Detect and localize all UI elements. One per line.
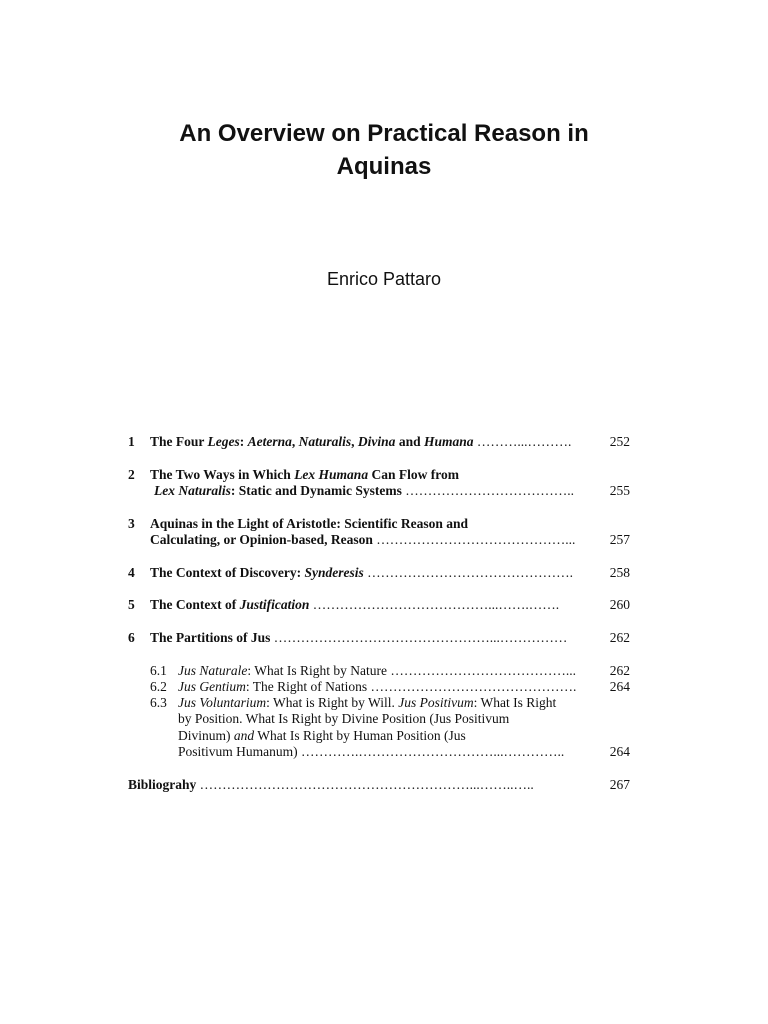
toc-leader: ………………………………………. [367, 679, 577, 694]
toc-title-cont: Calculating, or Opinion-based, Reason ……………………………………... [150, 532, 576, 547]
toc-title: Jus Naturale: What Is Right by Nature …………………………………... [178, 663, 576, 678]
toc-leader: …………………………………... [386, 663, 576, 678]
toc-number: 1 [128, 434, 135, 449]
toc-title-cont: Positivum Humanum) ………….…………………………...………….. [178, 744, 565, 759]
toc-title: The Two Ways in Which Lex Humana Can Flow from [150, 467, 459, 482]
toc-leader: …………………………………...…….……. [309, 597, 560, 612]
toc-title-cont: Divinum) and What Is Right by Human Position (Jus [178, 728, 466, 743]
toc-title: The Context of Justification …………………………………...…….……. [150, 597, 560, 612]
toc-number: 6.2 [150, 679, 167, 694]
author-name: Enrico Pattaro [326, 269, 442, 289]
toc-number: 6 [128, 630, 135, 645]
title-line-1: An Overview on Practical Reason in [179, 120, 589, 147]
toc-title: Aquinas in the Light of Aristotle: Scientific Reason and [150, 516, 469, 531]
toc-number: 6.3 [150, 695, 167, 710]
toc-leader: ………...………. [473, 434, 572, 449]
toc-page-number: 264 [609, 679, 630, 694]
title-line-2: Aquinas [336, 153, 432, 180]
toc-title: Jus Voluntarium: What is Right by Will. Jus Positivum: What Is Right [178, 695, 557, 710]
toc-title: Bibliograhy ……………………………………………………...……..….. [128, 777, 534, 792]
toc-leader: ………………………………………. [363, 565, 573, 580]
toc-number: 3 [128, 516, 135, 531]
toc-number: 4 [128, 565, 135, 580]
toc-title-cont: Lex Naturalis: Static and Dynamic Systems ……………………………….. [154, 483, 575, 498]
toc-page-number: 262 [609, 663, 630, 678]
toc-page-number: 267 [609, 777, 630, 792]
toc-page-number: 252 [609, 434, 630, 449]
toc-title: The Partitions of Jus …………………………………………...…………… [150, 630, 568, 645]
toc-page-number: 255 [609, 483, 630, 498]
toc-number: 2 [128, 467, 135, 482]
toc-title: The Four Leges: Aeterna, Naturalis, Divina and Humana ………...………. [150, 434, 572, 449]
toc-leader: ………….…………………………...………….. [297, 744, 565, 759]
toc-title-cont: by Position. What Is Right by Divine Position (Jus Positivum [178, 711, 510, 726]
toc-title: Jus Gentium: The Right of Nations ………………………………………. [178, 679, 577, 694]
toc-page-number: 262 [609, 630, 630, 645]
toc-number: 5 [128, 597, 135, 612]
toc-leader: …………………………………………...…………… [270, 630, 568, 645]
toc-page-number: 257 [609, 532, 630, 547]
toc-leader: ……………………………………………………...……..….. [196, 777, 534, 792]
toc-leader: ……………………………….. [401, 483, 575, 498]
toc-number: 6.1 [150, 663, 167, 678]
toc-title: The Context of Discovery: Synderesis ………………………………………. [150, 565, 573, 580]
toc-leader: ……………………………………... [372, 532, 576, 547]
toc-page-number: 260 [609, 597, 630, 612]
toc-page-number: 258 [609, 565, 630, 580]
toc-page-number: 264 [609, 744, 630, 759]
